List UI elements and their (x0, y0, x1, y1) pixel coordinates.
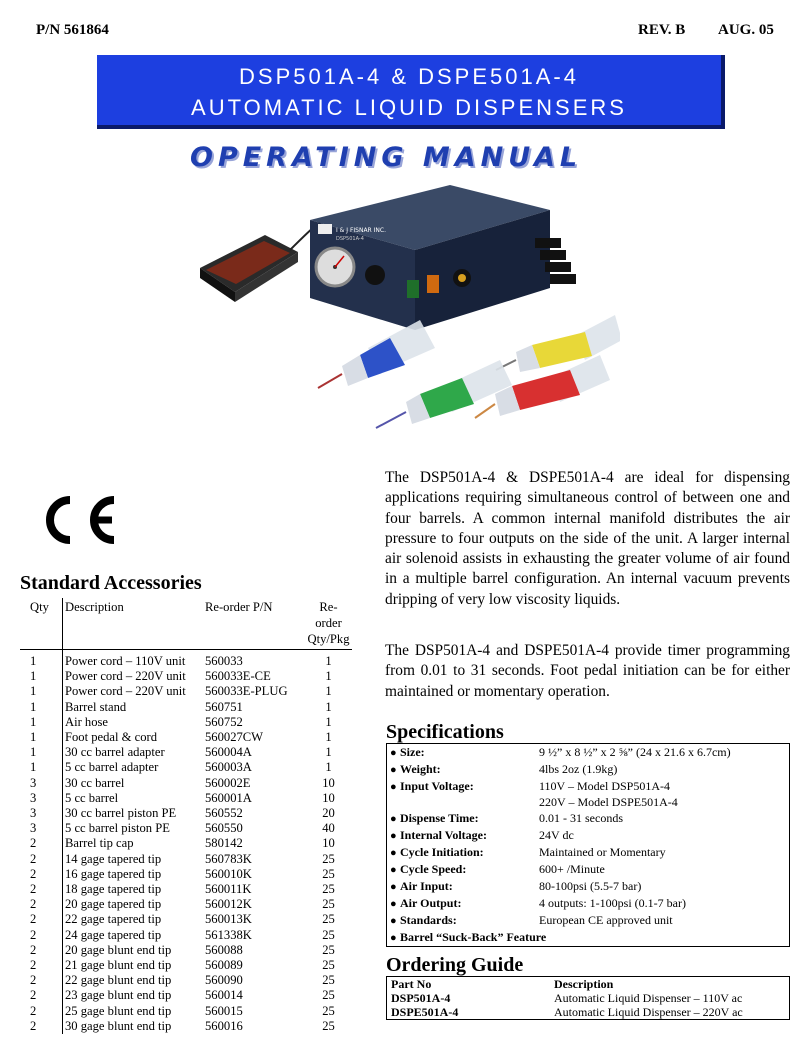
header-reorder-qty (305, 598, 352, 650)
accessory-qty: 2 (20, 867, 63, 882)
accessory-reorder-qty: 10 (322, 790, 335, 805)
accessory-row (20, 897, 352, 912)
accessory-description: 30 gage blunt end tip (65, 1018, 172, 1033)
foot-pedal-icon (200, 235, 298, 302)
spec-label: Dispense Time: (400, 811, 479, 825)
spec-row (387, 878, 790, 895)
accessory-reorder-qty: 25 (322, 912, 335, 927)
accessory-reorder-qty: 25 (322, 1018, 335, 1033)
spec-label: Cycle Speed: (400, 862, 467, 876)
spec-label: Standards: (400, 913, 457, 927)
ordering-header-row (387, 977, 790, 992)
ordering-part-no: DSP501A-4 (391, 991, 451, 1005)
bullet-icon: ● (390, 781, 397, 793)
accessory-reorder-qty: 25 (322, 927, 335, 942)
spec-value-secondary: 220V – Model DSPE501A-4 (539, 795, 678, 809)
product-photo (190, 180, 620, 448)
accessory-reorder-qty: 25 (322, 942, 335, 957)
banner-line-1: DSP501A-4 & DSPE501A-4 (239, 64, 579, 89)
accessory-reorder-pn: 560752 (205, 714, 243, 729)
accessory-qty: 2 (20, 1019, 63, 1034)
ordering-row (387, 1005, 790, 1020)
accessory-description: 16 gage tapered tip (65, 866, 162, 881)
accessory-reorder-qty: 10 (322, 775, 335, 790)
spec-value: 9 ½” x 8 ½” x 2 ⅝” (24 x 21.6 x 6.7cm) (539, 745, 731, 759)
accessory-qty: 2 (20, 943, 63, 958)
spec-value-cell (537, 778, 790, 810)
accessory-description: Power cord – 110V unit (65, 654, 186, 668)
accessory-reorder-pn: 560088 (205, 942, 243, 957)
accessory-reorder-pn: 560552 (205, 806, 243, 821)
accessory-qty: 2 (20, 897, 63, 912)
accessory-reorder-pn: 560033E-PLUG (205, 684, 288, 699)
header-reorder-qty-line1: Re-order (315, 600, 342, 630)
accessory-row (20, 973, 352, 988)
accessory-description: 14 gage tapered tip (65, 851, 162, 866)
ordering-header-part: Part No (391, 977, 432, 991)
accessory-description: Power cord – 220V unit (65, 669, 186, 684)
accessory-reorder-qty: 1 (325, 654, 332, 668)
spec-row (387, 844, 790, 861)
accessory-reorder-qty: 25 (322, 882, 335, 897)
accessory-description: 30 cc barrel piston PE (65, 806, 177, 821)
accessory-qty: 1 (20, 715, 63, 730)
spec-row (387, 778, 790, 810)
accessory-row (20, 715, 352, 730)
accessory-reorder-pn: 560011K (205, 882, 252, 897)
spec-feature: Barrel “Suck-Back” Feature (400, 930, 547, 944)
accessory-reorder-pn: 560004A (205, 745, 252, 760)
bullet-icon: ● (390, 747, 397, 759)
spec-label-cell (387, 827, 538, 844)
spec-value: 4 outputs: 1-100psi (0.1-7 bar) (539, 896, 686, 910)
accessory-reorder-pn: 560783K (205, 851, 252, 866)
accessory-reorder-pn: 560090 (205, 973, 243, 988)
photo-model-text: DSP501A-4 (336, 236, 364, 242)
accessory-description: 18 gage tapered tip (65, 882, 162, 897)
accessory-qty: 2 (20, 973, 63, 988)
accessory-reorder-pn: 560550 (205, 821, 243, 836)
spec-value: 110V – Model DSP501A-4 (539, 779, 671, 793)
syringe-green-icon (376, 360, 512, 428)
spec-label-cell (387, 810, 538, 827)
ordering-header-description: Description (554, 977, 614, 991)
ordering-part-no: DSPE501A-4 (391, 1005, 459, 1019)
accessory-reorder-qty: 25 (322, 973, 335, 988)
accessory-row (20, 867, 352, 882)
accessory-description: Power cord – 220V unit (65, 684, 186, 699)
specifications-table (386, 743, 790, 947)
accessory-qty: 1 (20, 684, 63, 699)
spec-label: Input Voltage: (400, 779, 474, 793)
accessory-description: 20 gage tapered tip (65, 897, 162, 912)
spec-label-cell (387, 895, 538, 912)
spec-value-cell (537, 878, 790, 895)
bullet-icon: ● (390, 847, 397, 859)
accessory-reorder-qty: 25 (322, 1003, 335, 1018)
header-reorder-pn: Re-order P/N (203, 598, 305, 650)
date: AUG. 05 (718, 22, 774, 38)
spec-row (387, 861, 790, 878)
accessory-reorder-pn: 560016 (205, 1018, 243, 1033)
accessory-reorder-qty: 1 (325, 699, 332, 714)
spec-value: Maintained or Momentary (539, 845, 666, 859)
accessory-reorder-pn: 580142 (205, 836, 243, 851)
accessory-row (20, 650, 352, 670)
accessory-qty: 2 (20, 1004, 63, 1019)
ce-mark-text: CE (32, 490, 34, 491)
header-qty: Qty (20, 598, 63, 650)
accessory-row (20, 776, 352, 791)
accessory-reorder-qty: 25 (322, 851, 335, 866)
accessory-description: Barrel stand (65, 699, 127, 714)
accessory-row (20, 669, 352, 684)
accessory-qty: 2 (20, 852, 63, 867)
accessory-qty: 2 (20, 912, 63, 927)
accessory-description: 5 cc barrel piston PE (65, 821, 170, 836)
bullet-icon: ● (390, 764, 397, 776)
accessory-qty: 2 (20, 988, 63, 1003)
dispenser-unit-icon (310, 185, 576, 330)
accessory-description: 21 gage blunt end tip (65, 958, 172, 973)
header-description: Description (63, 598, 204, 650)
spec-label-cell (387, 744, 538, 762)
accessories-body (20, 650, 352, 1035)
accessory-reorder-pn: 561338K (205, 927, 252, 942)
spec-label: Weight: (400, 762, 441, 776)
accessory-description: 30 cc barrel (65, 775, 125, 790)
accessory-description: Foot pedal & cord (65, 730, 157, 745)
ordering-description: Automatic Liquid Dispenser – 110V ac (554, 991, 743, 1005)
accessory-row (20, 1019, 352, 1034)
spec-label: Air Output: (400, 896, 462, 910)
accessory-reorder-qty: 10 (322, 836, 335, 851)
spec-value: European CE approved unit (539, 913, 673, 927)
spec-value: 0.01 - 31 seconds (539, 811, 623, 825)
bullet-icon: ● (390, 932, 397, 944)
operating-manual-heading: OPERATING MANUAL (190, 142, 583, 173)
accessory-row (20, 745, 352, 760)
accessory-description: 20 gage blunt end tip (65, 942, 172, 957)
accessory-reorder-pn: 560751 (205, 699, 243, 714)
spec-value-cell (537, 810, 790, 827)
bullet-icon: ● (390, 813, 397, 825)
accessory-qty: 1 (20, 760, 63, 775)
accessory-reorder-pn: 560001A (205, 790, 252, 805)
title-banner (97, 55, 725, 129)
spec-row (387, 827, 790, 844)
accessory-description: 5 cc barrel adapter (65, 760, 159, 775)
ordering-title: Ordering Guide (386, 954, 524, 976)
ordering-table (386, 976, 790, 1020)
accessory-description: 24 gage tapered tip (65, 927, 162, 942)
specifications-title: Specifications (386, 721, 504, 743)
accessory-row (20, 836, 352, 851)
accessory-row (20, 760, 352, 775)
specifications-body (387, 744, 790, 947)
accessory-row (20, 684, 352, 699)
accessory-description: 25 gage blunt end tip (65, 1003, 172, 1018)
part-number: P/N 561864 (36, 22, 109, 38)
accessory-reorder-pn: 560033E-CE (205, 669, 271, 684)
accessory-reorder-pn: 560012K (205, 897, 252, 912)
accessory-qty: 1 (20, 669, 63, 684)
accessory-description: 23 gage blunt end tip (65, 988, 172, 1003)
accessory-reorder-pn: 560089 (205, 958, 243, 973)
bullet-icon: ● (390, 864, 397, 876)
accessory-qty: 2 (20, 958, 63, 973)
spec-row (387, 912, 790, 929)
ce-mark-icon (32, 490, 122, 550)
accessory-qty: 3 (20, 806, 63, 821)
spec-label: Size: (400, 745, 425, 759)
spec-value: 600+ /Minute (539, 862, 605, 876)
accessory-reorder-pn: 560014 (205, 988, 243, 1003)
spec-label: Cycle Initiation: (400, 845, 484, 859)
intro-paragraph-2: The DSP501A-4 and DSPE501A-4 provide timer programming from 0.01 to 31 seconds. Foot pedal initiation can be for either maintained or momentary operation. (385, 642, 790, 700)
spec-label-cell (387, 844, 538, 861)
accessory-qty: 1 (20, 700, 63, 715)
spec-value-cell (537, 912, 790, 929)
spec-label-cell (387, 778, 538, 810)
accessory-qty: 3 (20, 791, 63, 806)
accessory-qty: 2 (20, 882, 63, 897)
accessory-row (20, 928, 352, 943)
accessory-description: Air hose (65, 714, 109, 729)
accessory-row (20, 821, 352, 836)
accessory-reorder-pn: 560027CW (205, 730, 264, 745)
accessory-row (20, 1004, 352, 1019)
accessory-reorder-qty: 1 (325, 745, 332, 760)
revision: REV. B (638, 22, 686, 38)
accessory-qty: 1 (20, 650, 63, 670)
accessory-qty: 2 (20, 928, 63, 943)
spec-value: 24V dc (539, 828, 574, 842)
accessory-description: 22 gage blunt end tip (65, 973, 172, 988)
spec-label-cell (387, 861, 538, 878)
bullet-icon: ● (390, 915, 397, 927)
accessory-reorder-pn: 560003A (205, 760, 252, 775)
accessory-reorder-qty: 20 (322, 806, 335, 821)
accessory-row (20, 730, 352, 745)
accessory-reorder-qty: 1 (325, 730, 332, 745)
accessory-reorder-qty: 1 (325, 669, 332, 684)
intro-paragraph-1: The DSP501A-4 & DSPE501A-4 are ideal for dispensing applications requiring simultaneous control of between one and four barrels. A common internal manifold distributes the air pressure to four outputs on the side of the unit. A larger internal air solenoid assists in exhausting the greater volume of air found in a multiple barrel configuration. An internal vacuum prevents dripping of very low viscosity liquids. (385, 469, 790, 608)
accessories-table (20, 598, 352, 1034)
accessory-row (20, 958, 352, 973)
accessory-reorder-qty: 1 (325, 684, 332, 699)
photo-brand-text: I & J FISNAR INC. (336, 227, 386, 234)
accessory-row (20, 791, 352, 806)
accessory-description: Barrel tip cap (65, 836, 134, 851)
accessory-row (20, 943, 352, 958)
spec-label-cell (387, 761, 538, 778)
accessory-reorder-pn: 560010K (205, 866, 252, 881)
ordering-row (387, 991, 790, 1005)
bullet-icon: ● (390, 830, 397, 842)
accessory-reorder-qty: 25 (322, 866, 335, 881)
accessories-title: Standard Accessories (20, 572, 202, 594)
spec-label: Internal Voltage: (400, 828, 487, 842)
accessory-qty: 3 (20, 821, 63, 836)
accessory-qty: 2 (20, 836, 63, 851)
accessory-description: 5 cc barrel (65, 790, 119, 805)
accessory-reorder-qty: 25 (322, 897, 335, 912)
spec-value-cell (537, 861, 790, 878)
spec-row (387, 744, 790, 762)
spec-label-cell (387, 878, 538, 895)
spec-row (387, 761, 790, 778)
spec-label-cell (387, 912, 538, 929)
accessory-row (20, 912, 352, 927)
spec-value-cell (537, 744, 790, 762)
accessory-qty: 1 (20, 745, 63, 760)
bullet-icon: ● (390, 898, 397, 910)
accessory-row (20, 988, 352, 1003)
banner-line-2: AUTOMATIC LIQUID DISPENSERS (191, 95, 627, 120)
accessory-description: 30 cc barrel adapter (65, 745, 165, 760)
accessory-reorder-pn: 560002E (205, 775, 251, 790)
accessory-reorder-pn: 560013K (205, 912, 252, 927)
spec-value: 80-100psi (5.5-7 bar) (539, 879, 642, 893)
accessory-row (20, 806, 352, 821)
accessory-qty: 3 (20, 776, 63, 791)
spec-row (387, 895, 790, 912)
spec-value: 4lbs 2oz (1.9kg) (539, 762, 618, 776)
accessories-header-row (20, 598, 352, 650)
header-reorder-qty-line2: Qty/Pkg (307, 632, 350, 646)
syringe-blue-icon (318, 320, 435, 388)
spec-label: Air Input: (400, 879, 453, 893)
accessory-row (20, 882, 352, 897)
spec-value-cell (537, 895, 790, 912)
accessory-row (20, 700, 352, 715)
accessory-reorder-qty: 25 (322, 958, 335, 973)
accessory-reorder-pn: 560033 (205, 654, 243, 668)
accessory-reorder-qty: 1 (325, 760, 332, 775)
accessory-row (20, 852, 352, 867)
spec-value-cell (537, 761, 790, 778)
accessory-reorder-pn: 560015 (205, 1003, 243, 1018)
bullet-icon: ● (390, 881, 397, 893)
accessory-reorder-qty: 40 (322, 821, 335, 836)
spec-row (387, 810, 790, 827)
accessory-reorder-qty: 1 (325, 714, 332, 729)
spec-feature-row (387, 929, 790, 947)
spec-value-cell (537, 827, 790, 844)
ordering-description: Automatic Liquid Dispenser – 220V ac (554, 1005, 743, 1019)
spec-value-cell (537, 844, 790, 861)
accessory-qty: 1 (20, 730, 63, 745)
accessory-description: 22 gage tapered tip (65, 912, 162, 927)
spec-feature-cell (387, 929, 790, 947)
accessory-reorder-qty: 25 (322, 988, 335, 1003)
